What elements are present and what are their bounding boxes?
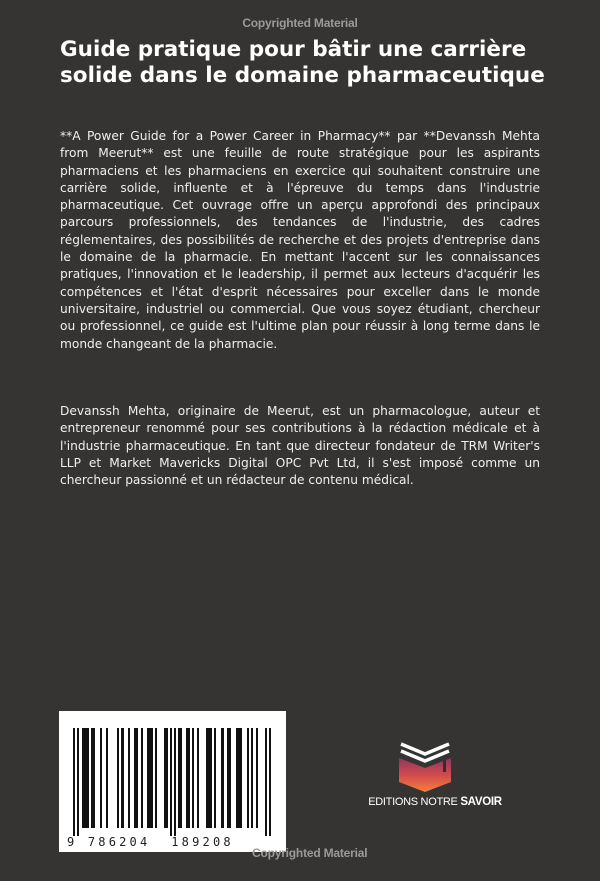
book-title: Guide pratique pour bâtir une carrière solide dans le domaine pharmaceutique <box>60 37 545 88</box>
author-bio: Devanssh Mehta, originaire de Meerut, est un pharmacologue, auteur et entrepreneur renommé pour ses contributions à la rédaction médicale et à l'industrie pharmaceutique. En tant que directeur fondateur de TRM Writer's LLP et Market Mavericks Digital OPC Pvt Ltd, il s'est imposé comme un chercheur passionné et un rédacteur de contenu médical. <box>60 404 540 488</box>
barcode-icon <box>73 728 273 836</box>
copyright-watermark-top: Copyrighted Material <box>242 16 358 30</box>
publisher-logo-icon <box>395 740 455 792</box>
publisher-name <box>355 796 515 808</box>
publisher-name-regular: EDITIONS NOTRE <box>368 796 461 808</box>
isbn-barcode <box>59 711 286 852</box>
copyright-watermark-bottom: Copyrighted Material <box>252 846 368 860</box>
book-summary: **A Power Guide for a Power Career in Pharmacy** par **Devanssh Mehta from Meerut** est une feuille de route stratégique pour les aspirants pharmaciens et les pharmaciens en exercice qui souhaitent construire une carrière solide, influente et à l'épreuve du temps dans l'industrie pharmaceutique. Cet ouvrage offre un aperçu approfondi des principaux parcours professionnels, des tendances de l'industrie, des cadres réglementaires, des possibilités de recherche et des projets d'entreprise dans le domaine de la pharmacie. En mettant l'accent sur les connaissances pratiques, l'innovation et le leadership, il permet aux lecteurs d'acquérir les compétences et l'état d'esprit nécessaires pour exceller dans le monde universitaire, industriel ou commercial. Que vous soyez étudiant, chercheur ou professionnel, ce guide est l'ultime plan pour réussir à long terme dans le monde changeant de la pharmacie. <box>60 129 540 351</box>
isbn-digits: 9 786204 189208 <box>67 835 234 849</box>
publisher-name-bold: SAVOIR <box>460 796 502 808</box>
